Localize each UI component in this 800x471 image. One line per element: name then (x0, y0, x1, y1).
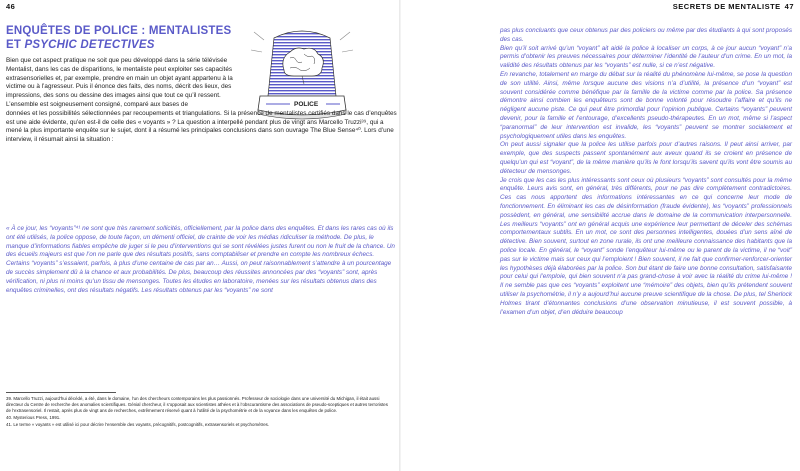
title-line-2 (6, 38, 246, 52)
page-number-left: 46 (6, 2, 16, 11)
police-label: POLICE (294, 101, 319, 108)
right-page-text (500, 27, 792, 317)
title-line-1: ENQUÊTES DE POLICE : MENTALISTES (6, 25, 232, 37)
running-head-title: SECRETS DE MENTALISTE (672, 2, 781, 11)
page-number-right: 47 (784, 2, 794, 11)
title-prefix: ET (6, 39, 25, 51)
quote-paragraph: « À ce jour, les “voyants”⁴¹ ne sont que très rarement sollicités, officiellement, par la police dans des enquêtes. Et dans les rares cas où ils ont été utilisés, la police oppose, de toute façon, un démenti officiel, de crainte de voir les médias ridiculiser la méthode. De plus, le manque d’informations fiables empêche de juger si le peu d’interventions qui se sont révélées justes furent ou non le fruit de la chance. Un des écueils majeurs est que l’on ne parle que des résultats positifs, sans comptabiliser et prendre en compte les nombreux échecs. Certains “voyants” s’essaient, parfois, à plus d’une centaine de cas par an… Aussi, on peut raisonnablement s’attendre à un pourcentage de succès simplement dû à la chance et aux probabilités. De plus, beaucoup des réussites annoncées par des “voyants” sont, après vérification, ni plus ni moins qu’un tissu de mensonges. Toutes les études en laboratoire, menées sur les résultats obtenus dans des enquêtes criminelles, ont des résultats négatifs. Les résultats obtenus par les “voyants” ne sont (6, 225, 395, 294)
section-title (6, 24, 246, 52)
footnote-41: 41. Le terme « voyants » est utilisé ici pour décrire l’ensemble des voyants, précognitifs, postcognitifs, extrasensoriels et psychométres. (6, 422, 270, 428)
intro-text (6, 57, 398, 145)
right-paragraph: On peut aussi signaler que la police les utilise parfois pour d’autres raisons. Il peut ainsi arriver, par exemple, que des suspects passent spontanément aux aveux quand ils se croient en présence de quelqu’un qui est “voyant”, de la même manière qu’ils le font lorsqu’ils savent qu’ils vont être soumis au détecteur de mensonges. (500, 141, 792, 175)
intro-paragraph-narrow: Bien que cet aspect pratique ne soit que peu développé dans la série télévisée Mentalist, dans les cas de disparitions, le mentaliste peut exploiter ses capacités extrasensorielles et, par exemple, prendre en main un objet ayant appartenu à la victime ou à l’agresseur. Puis il énonce des faits, des noms, décrit des lieux, des impressions, des sons ou dessine des images ainsi que tout ce qu’il ressent. L’ensemble est soigneusement consigné, comparé aux bases de (6, 57, 233, 108)
footnote-39: 39. Marcello Truzzi, aujourd’hui décédé, a été, dans le domaine, l’un des chercheurs contemporains les plus passionnés. Professeur de sociologie dans une université du Michigan, il était aussi directeur du Centre de recherche des anomalies scientifiques. Génial chercheur, il s’opposait aux scientistes athées et à l’obscurantisme des associations de pseudo-sceptiques et autres terroristes de l’extrasensoriel. Il restait, après plus de vingt ans de recherches, extrêmement réservé quant à l’utilité de la psychométrie et de la voyance dans les enquêtes de police. (6, 396, 388, 414)
running-head (669, 2, 794, 11)
right-paragraph: En revanche, totalement en marge du débat sur la réalité du phénomène lui-même, se pose la question de son utilité. Ainsi, même lorsque aucune des visions n’a d’utilité, la présence d’un “voyant” est souvent considérée comme bénéfique par la famille de la victime comme par la police. Sa présence démontre ainsi combien les enquêteurs sont de bonne volonté pour résoudre l’affaire et qu’ils ne négligent aucune piste. Ce qui peut être primordial pour l’opinion publique. Certains “voyants” peuvent devenir, pour la famille et l’entourage, d’excellents pseudo-thérapeutes. En un mot, même si l’aspect “paranormal” de leur intervention est invalide, les “voyants” peuvent se montrer socialement et psychologiquement utiles dans les enquêtes. (500, 70, 792, 140)
right-paragraph: Bien qu’il soit arrivé qu’un “voyant” ait aidé la police à localiser un corps, à ce jour aucun “voyant” n’a permis d’obtenir les preuves nécessaires pour déterminer l’identité de l’auteur d’un crime. En un mot, la validité des résultats obtenus par les “voyants” est nulle, si ce n’est négative. (500, 44, 792, 70)
right-paragraph: Je crois que les cas les plus intéressants sont ceux où plusieurs “voyants” sont consultés pour la même enquête. Leurs avis sont, en général, très différents, pour ne pas dire complètement contradictoires. Ces cas nous apportent des informations intéressantes en ce qui concerne leur mode de fonctionnement. En éliminant les cas de désinformation (fraude évidente), les “voyants” professionnels possèdent, en général, une sensibilité accrue dans le domaine de la communication interpersonnelle. Les meilleurs “voyants” ont en général acquis une expérience leur permettant de déceler des schémas comportementaux subtils. En un mot, ce sont des personnes intelligentes, douées d’un sens aîné de détective. Bien souvent, surtout en zone rurale, ils ont une meilleure connaissance des habitants que la police locale. En général, le “voyant” sonde l’enquêteur lui-même ou le parent de la victime, il ne “voit” pas sur le victime mais sur ceux qui l’emploient ! Bien souvent, il ne fait que confirmer-renforcer-orienter les hypothèses déjà élaborées par la police. Son but étant de faire une bonne consultation, satisfaisante pour celui qui l’emploie, qui bien souvent n’a pas grand-chose à voir avec la réalité du crime lui-même ! Il ne semble pas que ces “voyants” exploitent une “mémoire” des objets, bien qu’ils prétendent souvent utiliser la psychométrie, il n’y a aujourd’hui aucune preuve scientifique de la chose. De plus, tel Sherlock Holmes tirant d’étonnantes conclusions d’une observation minutieuse, il est souvent possible, à l’examen d’un objet, d’en déduire beaucoup (500, 176, 793, 316)
footnotes (6, 396, 394, 429)
intro-paragraph-wide: données et les possibilités sélectionnées par recoupements et triangulations. Si la présence de mentalistes certifiés dans le cas d’enquêtes est une aide évidente, qu’en est-il de celle des « voyants » ? La question a interpellé pendant plus de vingt ans Marcello Truzzi³⁹, qui a mené la plus importante enquête sur le sujet, dont il a résumé les principales conclusions dans son ouvrage The Blue Sense⁴⁰. Lors d’une interview, il résumait ainsi la situation : (6, 109, 397, 144)
footnote-40: 40. Mysterious Press, 1991. (6, 415, 61, 421)
right-paragraph: pas plus concluants que ceux obtenus par des policiers ou même par des étudiants à qui sont proposés des cas. (500, 27, 792, 43)
title-italic: PSYCHIC DETECTIVES (24, 39, 155, 51)
footnote-rule (6, 392, 116, 393)
interview-quote (6, 225, 398, 295)
